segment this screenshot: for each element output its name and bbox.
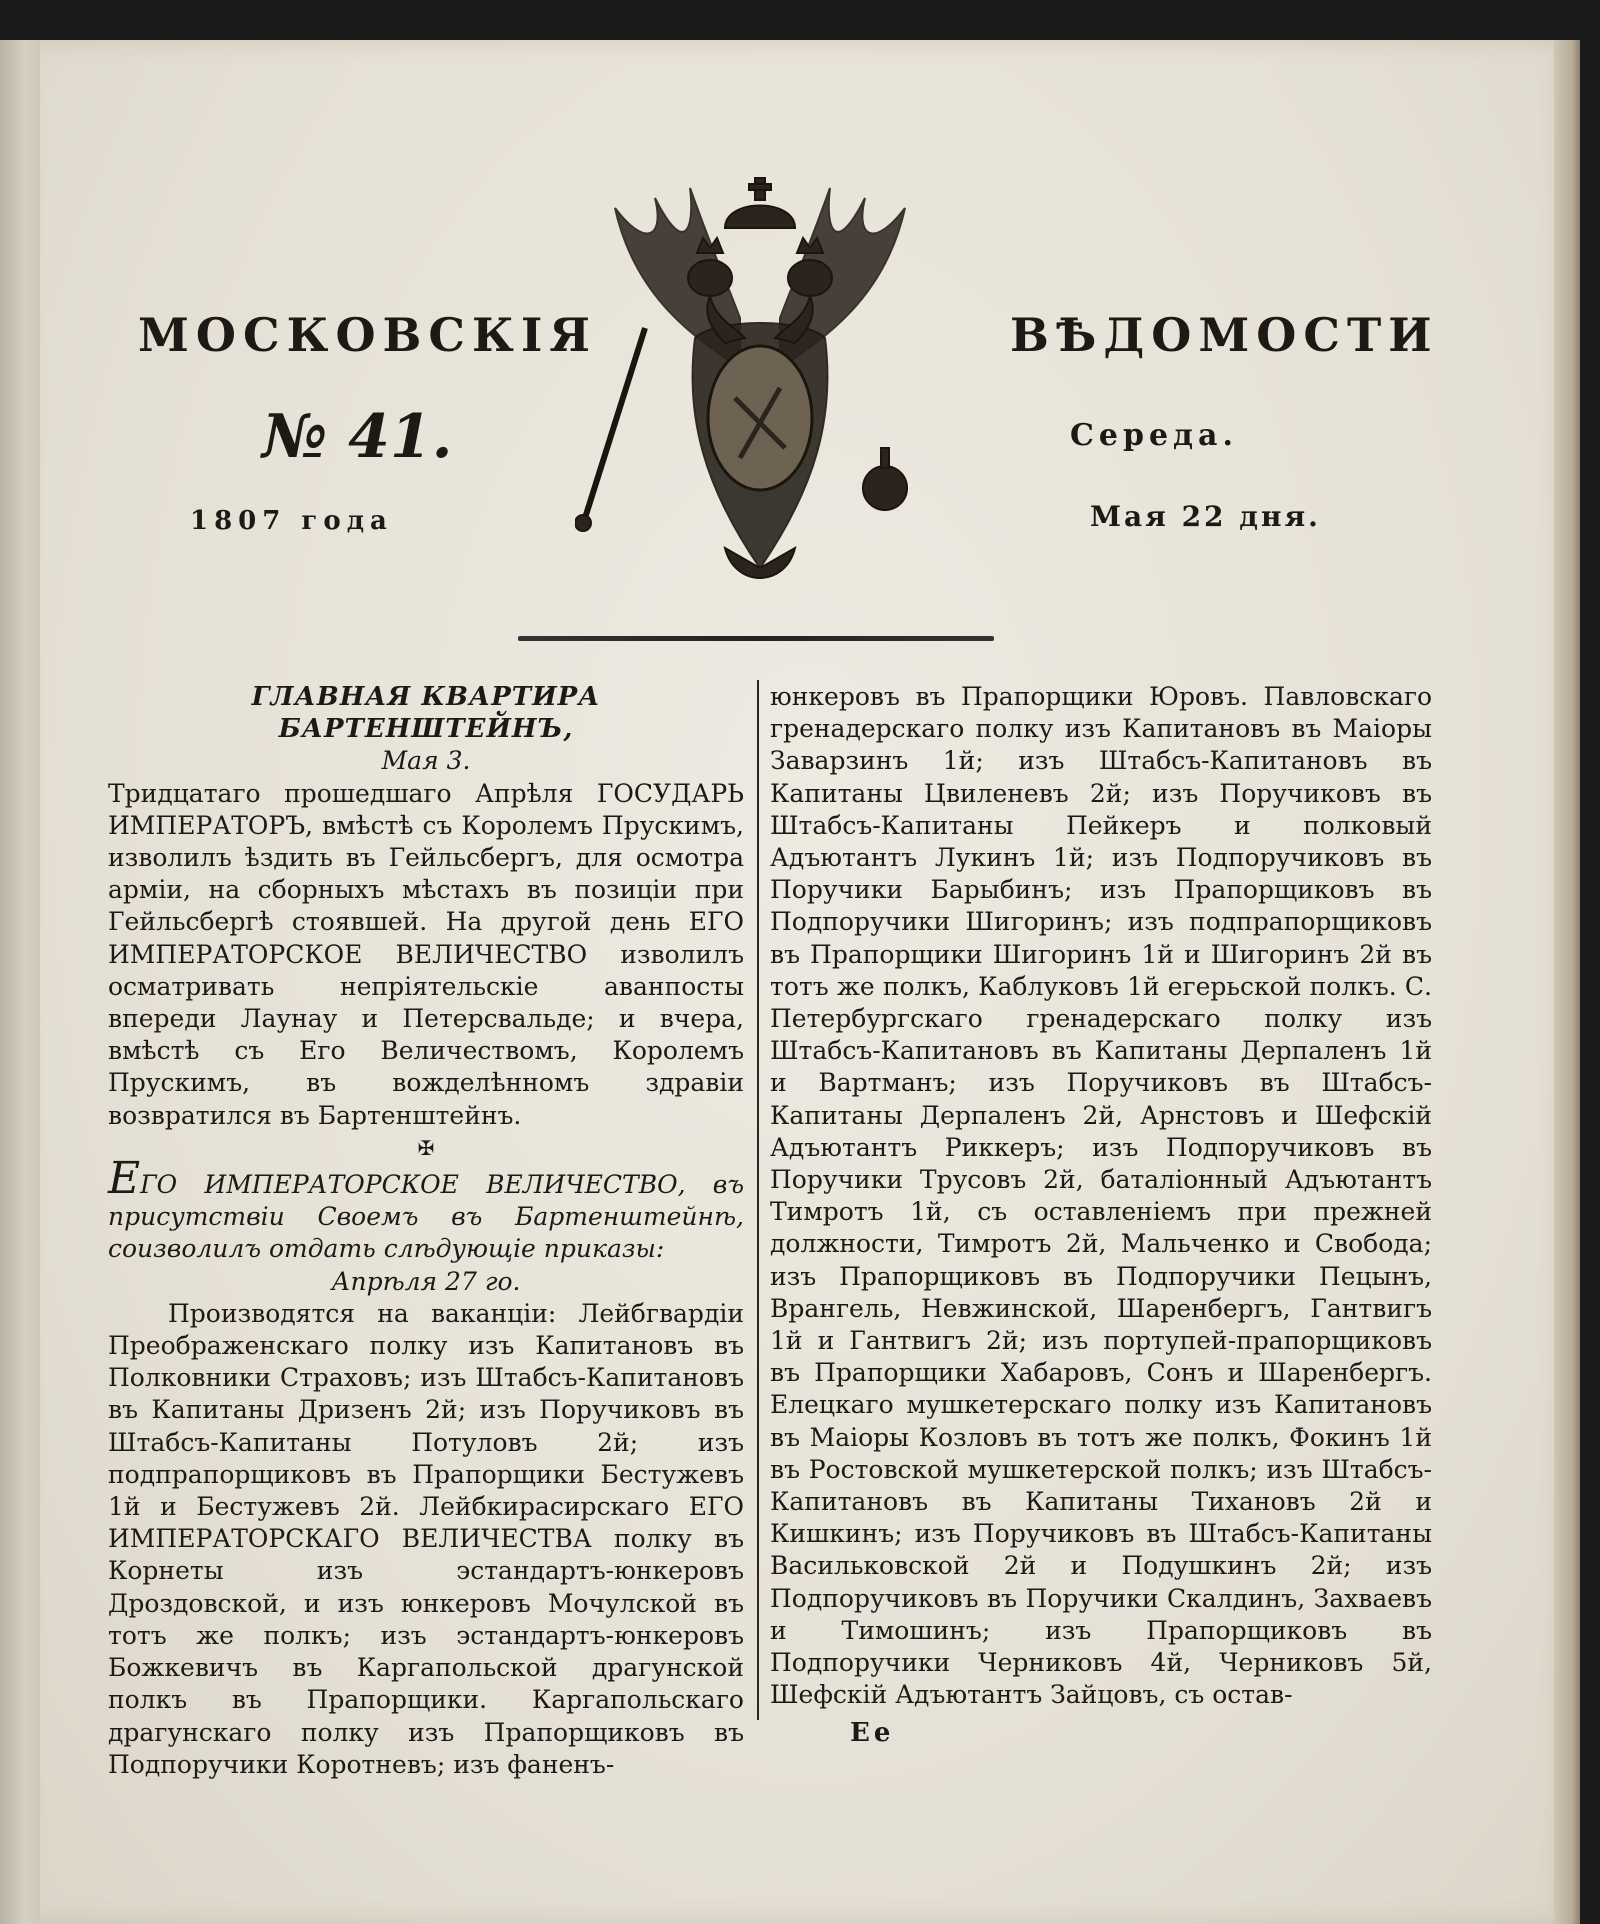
promotions-continued: юнкеровъ въ Прапорщики Юровъ. Павловскаго гренадерскаго полку изъ Капитановъ въ Маіоры Заварзинъ 1й; изъ Штабсъ-Капитановъ въ Капитаны Цвиленевъ 2й; изъ Поручиковъ въ Штабсъ-Капитаны Пейкеръ и полковый Адъютантъ Лукинъ 1й; изъ Подпоручиковъ въ Поручики Барыбинъ; изъ Прапорщиковъ въ Подпоручики Шигоринъ; изъ подпрапорщиковъ въ Прапорщики Шигоринъ 1й и Шигоринъ 2й въ тотъ же полкъ, Каблуковъ 1й егерьской полкъ. С. Петербургскаго гренадерскаго полку изъ Штабсъ-Капитановъ въ Капитаны Дерпаленъ 1й и Вартманъ; изъ Поручиковъ въ Штабсъ-Капитаны Дерпаленъ 2й, Арнстовъ и Шефскій Адъютантъ Риккеръ; изъ Подпоручиковъ въ Поручики Трусовъ 2й, баталіонный Адъютантъ Тимротъ 1й, съ оставленіемъ при прежней должности, Тимротъ 2й, Мальченко и Свобода; изъ Прапорщиковъ въ Подпоручики Пецынъ, Врангель, Невжинской, Шаренбергъ, Гантвигъ 1й и Гантвигъ 2й; изъ портупей-прапорщиковъ въ Прапорщики Хабаровъ, Сонъ и Шаренбергъ. Елецкаго мушкетерскаго полку изъ Капитановъ въ Маіоры Козловъ въ тотъ же полкъ, Фокинъ 1й въ Ростовской мушкетерской полкъ; изъ Штабсъ-Капитановъ въ Капитаны Тихановъ 2й и Кишкинъ; изъ Поручиковъ въ Штабсъ-Капитаны Васильковской 2й и Подушкинъ 2й; изъ Подпоручиковъ въ Поручики Скалдинъ, Захваевъ и Тимошинъ; изъ Прапорщиковъ въ Подпоручики Черниковъ 4й, Черниковъ 5й, Шефскій Адъютантъ Зайцовъ, съ остав-	[770, 682, 1432, 1710]
orders-intro-text: ГО ИМПЕРАТОРСКОЕ ВЕЛИЧЕСТВО, въ присутствіи Своемъ въ Бартенштейнѣ, соизволилъ отдать слѣдующіе приказы:	[108, 1170, 744, 1264]
year: 1807 года	[190, 506, 393, 536]
book-spine	[0, 40, 42, 1924]
left-column	[108, 681, 744, 1781]
issue-date: Мая 22 дня.	[1090, 500, 1321, 533]
orders-intro	[108, 1153, 744, 1266]
report-paragraph: Тридцатаго прошедшаго Апрѣля ГОСУДАРЬ ИМПЕРАТОРЪ, вмѣстѣ съ Королемъ Прускимъ, изволилъ ѣздить въ Гейльсбергъ, для осмотра арміи, на сборныхъ мѣстахъ въ позиціи при Гейльсбергѣ стоявшей. На другой день ЕГО ИМПЕРАТОРСКОЕ ВЕЛИЧЕСТВО изволилъ осматривать непріятельскіе аванпосты впереди Лаунау и Петерсвальде; и вчера, вмѣстѣ съ Его Величествомъ, Королемъ Прускимъ, въ вожделѣнномъ здравіи возвратился въ Бартенштейнъ.	[108, 778, 744, 1130]
headquarters-heading: ГЛАВНАЯ КВАРТИРА БАРТЕНШТЕЙНЪ,	[251, 682, 601, 745]
newspaper-page	[40, 40, 1580, 1924]
double-headed-eagle-emblem-icon	[575, 168, 945, 598]
masthead-title-left: МОСКОВСКІЯ	[138, 308, 597, 362]
drop-initial: Е	[108, 1153, 141, 1205]
masthead-title-right: ВѢДОМОСТИ	[1010, 308, 1439, 362]
weekday: Середа.	[1070, 418, 1238, 453]
page-edge	[1554, 40, 1580, 1924]
promotions-paragraph: Производятся на ваканціи: Лейбгвардіи Преображенскаго полку изъ Капитановъ въ Полковники Страховъ; изъ Штабсъ-Капитановъ въ Капитаны Дризенъ 2й; изъ Поручиковъ въ Штабсъ-Капитаны Потуловъ 2й; изъ подпрапорщиковъ въ Прапорщики Бестужевъ 1й и Бестужевъ 2й. Лейбкирасирскаго ЕГО ИМПЕРАТОРСКАГО ВЕЛИЧЕСТВА полку въ Корнеты изъ эстандартъ-юнкеровъ Дроздовской, и изъ юнкеровъ Мочулской въ тотъ же полкъ; изъ эстандартъ-юнкеровъ Божкевичъ въ Каргапольской драгунской полкъ въ Прапорщики. Каргапольскаго драгунскаго полку изъ Прапорщиковъ въ Подпоручики Коротневъ; изъ фаненъ-	[108, 1298, 744, 1779]
separator-star-icon: ✠	[417, 1135, 435, 1160]
column-divider	[757, 680, 759, 1720]
order-date: Апрѣля 27 го.	[331, 1266, 521, 1296]
catchword: Ее	[850, 1718, 895, 1748]
masthead-rule	[518, 636, 994, 641]
issue-number: № 41.	[262, 402, 453, 472]
headquarters-date: Мая 3.	[381, 746, 471, 776]
right-column	[770, 681, 1432, 1712]
